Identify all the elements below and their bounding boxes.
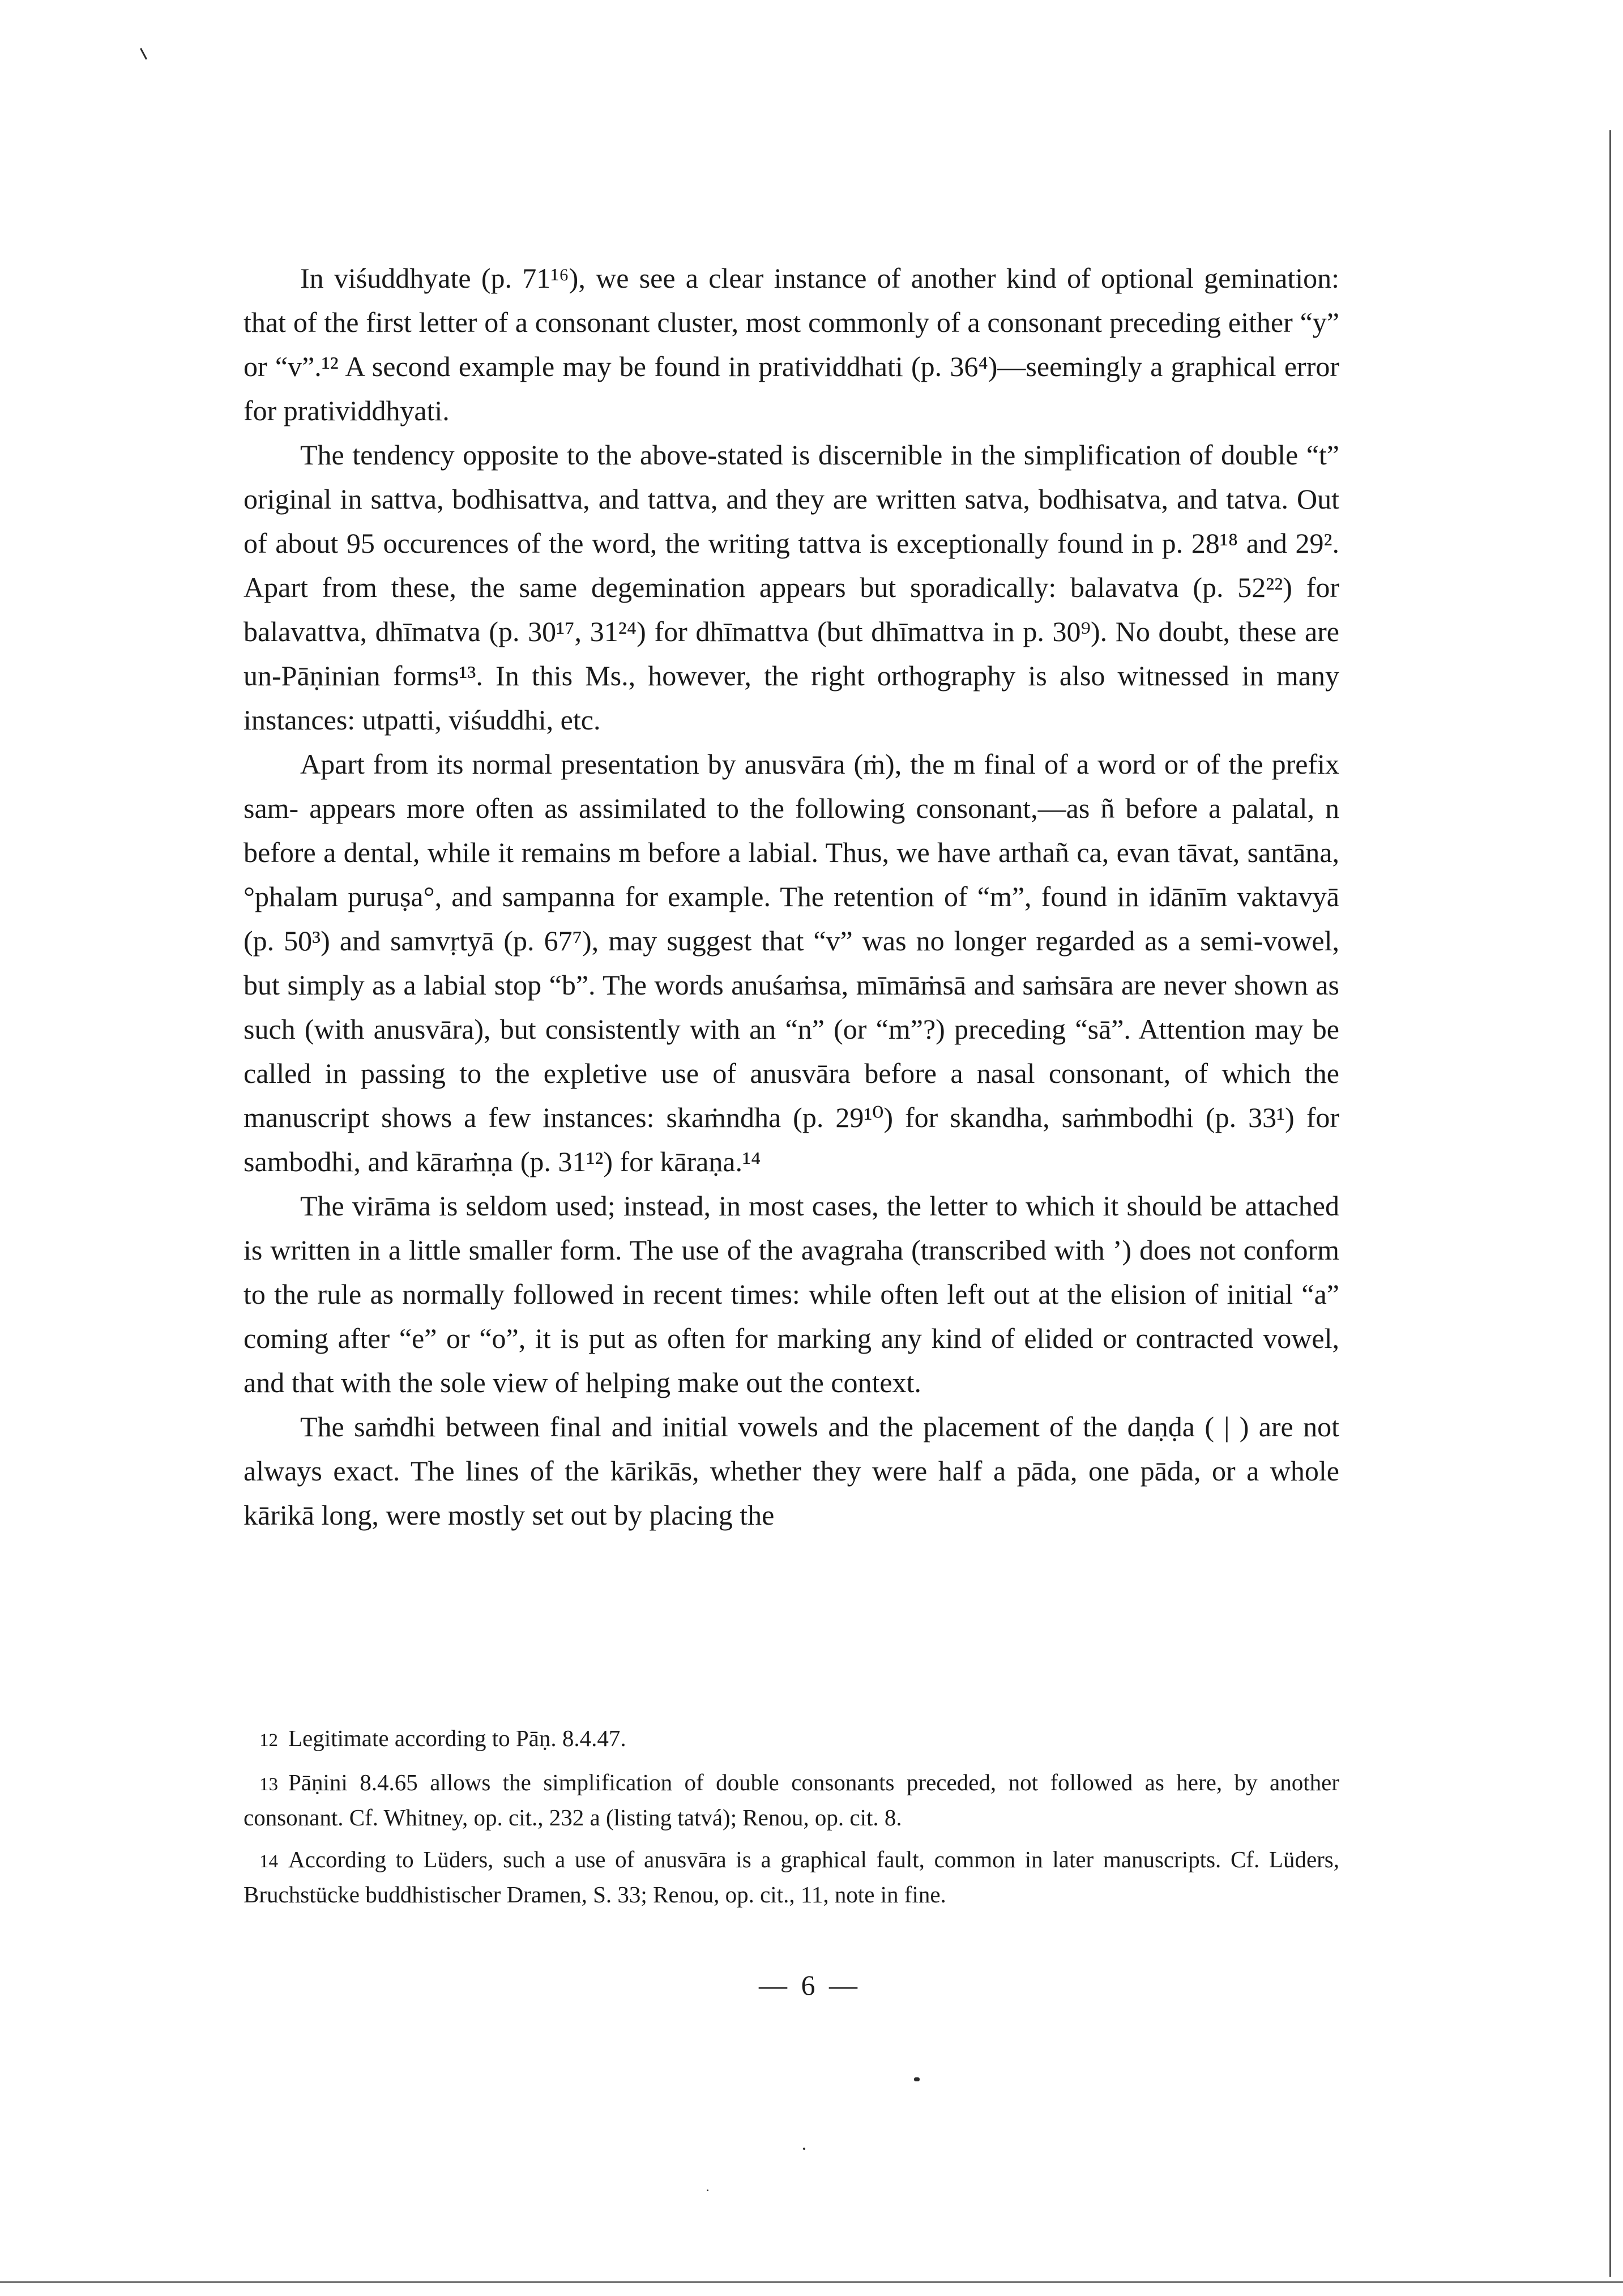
page-edge-bottom [0, 2281, 1623, 2283]
body-text [244, 256, 1339, 1537]
ink-speck [707, 2190, 708, 2191]
footnote [244, 1766, 1339, 1834]
scan-mark [140, 48, 147, 60]
footnote-number: 12 [259, 1730, 278, 1751]
footnote-number: 14 [259, 1851, 278, 1872]
footnote-text: Legitimate according to Pāṇ. 8.4.47. [288, 1725, 626, 1751]
page-edge-right [1609, 130, 1611, 2277]
paragraph: Apart from its normal presentation by anusvāra (ṁ), the m final of a word or of the prefix sam- appears more often as assimilated to the following consonant,—as ñ before a palatal, n before a dental, while it remains m before a labial. Thus, we have arthañ ca, evan tāvat, santāna, °phalam puruṣa°, and sampanna for example. The retention of “m”, found in idānīm vaktavyā (p. 50³) and samvṛtyā (p. 67⁷), may suggest that “v” was no longer regarded as a semi-vowel, but simply as a labial stop “b”. The words anuśaṁsa, mīmāṁsā and saṁsāra are never shown as such (with anusvāra), but consistently with an “n” (or “m”?) preceding “sā”. Attention may be called in passing to the expletive use of anusvāra before a nasal consonant, of which the manuscript shows a few instances: skaṁndha (p. 29¹⁰) for skandha, saṁmbodhi (p. 33¹) for sambodhi, and kāraṁṇa (p. 31¹²) for kāraṇa.¹⁴ [244, 748, 1339, 1177]
footnote [244, 1843, 1339, 1911]
footnote-number: 13 [259, 1774, 278, 1795]
paragraph: The virāma is seldom used; instead, in most cases, the letter to which it should be attached is written in a little smaller form. The use of the avagraha (transcribed with ’) does not conform to the rule as normally followed in recent times: while often left out at the elision of initial “a” coming after “e” or “o”, it is put as often for marking any kind of elided or contracted vowel, and that with the sole view of helping make out the context. [244, 1190, 1339, 1398]
footnote [244, 1722, 1339, 1757]
footnote-text: According to Lüders, such a use of anusvāra is a graphical fault, common in later manuscripts. Cf. Lüders, Bruchstücke buddhistischer Dramen, S. 33; Renou, op. cit., 11, note in fine. [244, 1846, 1339, 1907]
ink-speck [803, 2148, 805, 2150]
paragraph: The saṁdhi between final and initial vowels and the placement of the daṇḍa ( | ) are not always exact. The lines of the kārikās, whether they were half a pāda, one pāda, or a whole kārikā long, were mostly set out by placing the [244, 1411, 1339, 1531]
ink-speck [914, 2077, 920, 2081]
footnote-text: Pāṇini 8.4.65 allows the simplification of double consonants preceded, not followed as here, by another consonant. Cf. Whitney, op. cit., 232 a (listing tatvá); Renou, op. cit. 8. [244, 1769, 1339, 1830]
paragraph: In viśuddhyate (p. 71¹⁶), we see a clear instance of another kind of optional gemination: that of the first letter of a consonant cluster, most commonly of a consonant preceding either “y” or “v”.¹² A second example may be found in pratividdhati (p. 36⁴)—seemingly a graphical error for pratividdhyati. [244, 262, 1339, 426]
paragraph: The tendency opposite to the above-stated is discernible in the simplification of double “t” original in sattva, bodhisattva, and tattva, and they are written satva, bodhisatva, and tatva. Out of about 95 occurences of the word, the writing tattva is exceptionally found in p. 28¹⁸ and 29². Apart from these, the same degemination appears but sporadically: balavatva (p. 52²²) for balavattva, dhīmatva (p. 30¹⁷, 31²⁴) for dhīmattva (but dhīmattva in p. 30⁹). No doubt, these are un-Pāṇinian forms¹³. In this Ms., however, the right orthography is also witnessed in many instances: utpatti, viśuddhi, etc. [244, 439, 1339, 736]
footnotes [244, 1722, 1339, 1920]
page-number: — 6 — [759, 1969, 861, 2001]
